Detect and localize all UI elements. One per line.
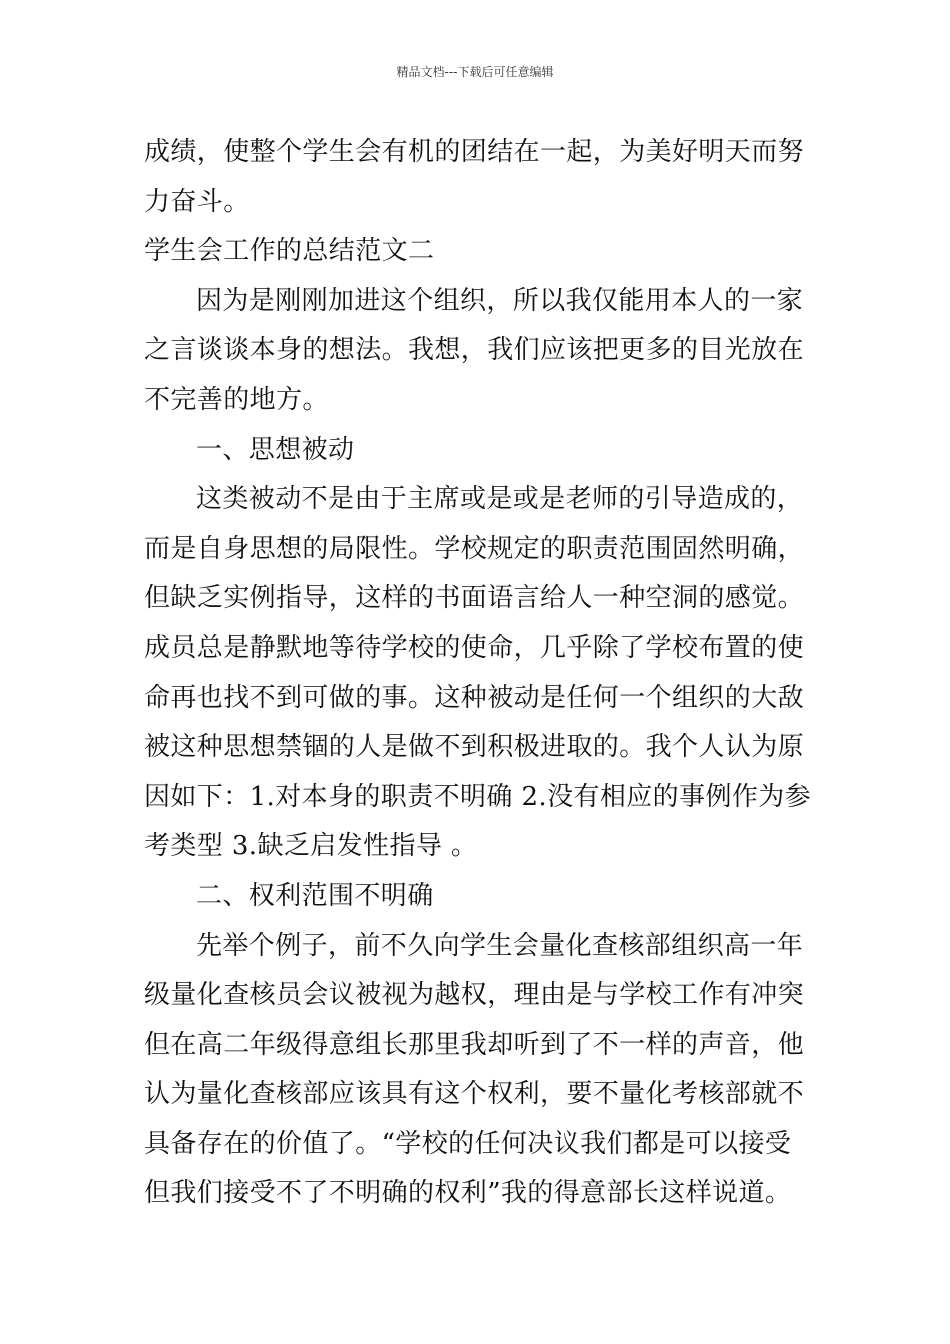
text-line: 但在高二年级得意组长那里我却听到了不一样的声音，他 [144,1029,805,1060]
subheading: 二、权利范围不明确 [196,880,434,911]
text-line: 被这种思想禁锢的人是做不到积极进取的。我个人认为原 [144,732,805,763]
text-line: 不完善的地方。 [144,384,329,415]
text-line: 具备存在的价值了。“学校的任何决议我们都是可以接受 [144,1128,792,1159]
document-body [144,128,812,1219]
subheading: 一、思想被动 [196,434,355,465]
text-line: 成员总是静默地等待学校的使命，几乎除了学校布置的使 [144,632,805,663]
page-header: 精品文档---下载后可任意编辑 [396,65,554,79]
text-line: 因如下：1.对本身的职责不明确 2.没有相应的事例作为参 [144,781,812,812]
text-line: 认为量化查核部应该具有这个权利，要不量化考核部就不 [144,1079,805,1110]
text-line: 因为是刚刚加进这个组织，所以我仅能用本人的一家 [196,285,804,316]
text-line: 命再也找不到可做的事。这种被动是任何一个组织的大敌 [144,682,805,713]
text-line: 但我们接受不了不明确的权利”我的得意部长这样说道。 [144,1178,792,1209]
section-title: 学生会工作的总结范文二 [144,236,435,267]
text-line: 考类型 3.缺乏启发性指导 。 [144,831,478,862]
text-line: 而是自身思想的局限性。学校规定的职责范围固然明确， [144,533,805,564]
text-line: 力奋斗。 [144,186,250,217]
text-line: 但缺乏实例指导，这样的书面语言给人一种空洞的感觉。 [144,583,805,614]
text-line: 先举个例子，前不久向学生会量化查核部组织高一年 [196,930,804,961]
text-line: 之言谈谈本身的想法。我想，我们应该把更多的目光放在 [144,335,805,366]
text-line: 这类被动不是由于主席或是或是老师的引导造成的， [196,484,804,515]
text-line: 级量化查核员会议被视为越权，理由是与学校工作有冲突 [144,980,805,1011]
text-line: 成绩，使整个学生会有机的团结在一起，为美好明天而努 [144,137,805,167]
